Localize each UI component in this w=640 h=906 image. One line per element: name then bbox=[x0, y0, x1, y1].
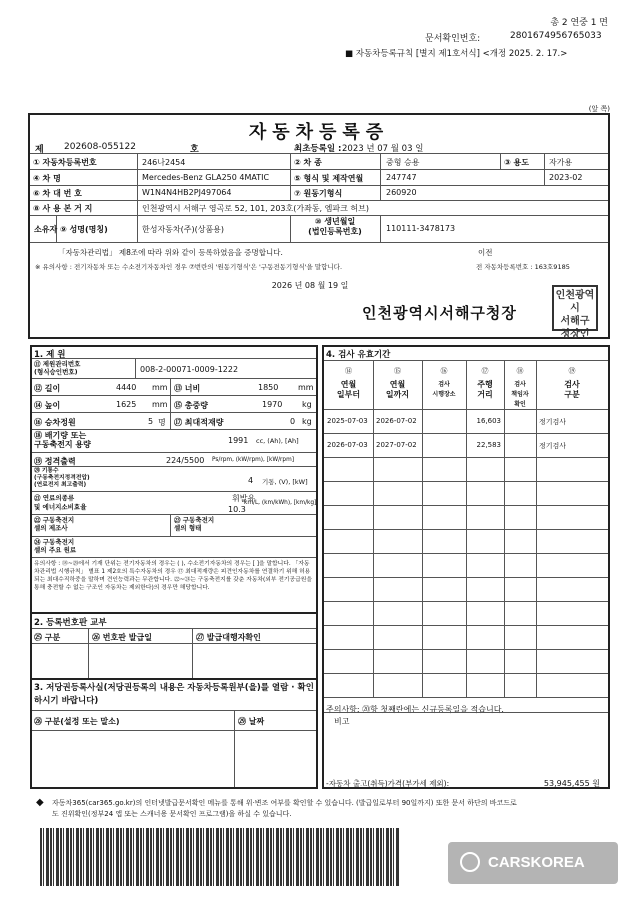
model-label: ⑤ 형식 및 제작연월 bbox=[294, 174, 364, 183]
inspection-cell-from: 2026-07-03 bbox=[327, 441, 368, 449]
vin-label: ⑥ 차 대 번 호 bbox=[33, 189, 82, 198]
certificate-title: 자동차등록증 bbox=[248, 122, 390, 143]
footer-line-2: 도 진위확인(정부24 앱 또는 스캐너용 문서확인 프로그램)을 하실 수 있습니다. bbox=[52, 810, 292, 818]
height-label: ⑭ 높이 bbox=[34, 401, 61, 410]
document-barcode bbox=[40, 828, 400, 886]
fuel-efficiency: 10.3 bbox=[228, 505, 246, 514]
height-value: 1625 bbox=[116, 400, 137, 409]
base-label: ⑧ 사 용 본 거 지 bbox=[33, 204, 93, 213]
statement-text: 「자동차관리법」 제8조에 따라 위와 같이 등록하였음을 증명합니다. bbox=[58, 248, 283, 257]
use-value: 자가용 bbox=[549, 158, 573, 167]
price-label: -자동차 출고(취득)가격(부가세 제외): bbox=[326, 779, 450, 788]
cylinders-label: ⑳ 기통수 (구동축전지정격전압) (연료전지 최고출력) bbox=[34, 468, 90, 488]
plate-col-issue-date: ㉖ 번호판 발급일 bbox=[92, 633, 152, 642]
car-type-label: ② 차 종 bbox=[294, 158, 322, 167]
seats-unit: 명 bbox=[158, 418, 166, 427]
inspection-cell-km: 22,583 bbox=[476, 441, 501, 449]
weight-unit: kg bbox=[302, 400, 312, 409]
plate-col-agent: ㉗ 발급대행자확인 bbox=[196, 633, 261, 642]
logo-text: CARSKOREA bbox=[488, 854, 585, 871]
length-value: 4440 bbox=[116, 383, 137, 392]
engine-value: 260920 bbox=[386, 188, 417, 197]
inspection-cell-from: 2025-07-03 bbox=[327, 417, 368, 425]
cert-number: 202608-055122 bbox=[64, 142, 136, 152]
max-load-value: 0 bbox=[290, 417, 296, 426]
transfer-label: 이전 bbox=[478, 248, 493, 257]
displacement-value: 1991 bbox=[228, 436, 249, 445]
cert-number-suffix: 호 bbox=[190, 145, 199, 155]
inspection-col-label: 검사 구분 bbox=[564, 380, 580, 399]
mgmt-value: 008-2-00071-0009-1222 bbox=[140, 365, 239, 374]
fuel-unit: km/L, (km/kWh), [km/kg] bbox=[244, 500, 317, 506]
regulation-text: ■ 자동차등록규칙 [별지 제1호서식] <개정 2025. 2. 17.> bbox=[345, 49, 568, 59]
displacement-unit: cc, (Ah), [Ah] bbox=[256, 437, 299, 445]
birth-value: 110111-3478173 bbox=[386, 224, 456, 233]
width-label: ⑬ 너비 bbox=[174, 384, 201, 393]
owner-name-label: ⑨ 성명(명칭) bbox=[60, 225, 108, 234]
engine-label: ⑦ 원동기형식 bbox=[294, 189, 343, 198]
battery-material-label: ㉔ 구동축전지 셀의 주요 원료 bbox=[34, 538, 77, 554]
issuer-name: 인천광역시서해구청장 bbox=[362, 304, 517, 322]
seats-label: ⑯ 승차정원 bbox=[34, 418, 76, 427]
car-type-value: 중형 승용 bbox=[386, 158, 420, 167]
length-label: ⑫ 길이 bbox=[34, 384, 61, 393]
car-name-label: ④ 차 명 bbox=[33, 174, 61, 183]
diamond-icon: ◆ bbox=[36, 797, 44, 808]
max-load-unit: kg bbox=[302, 417, 312, 426]
inspection-note: 주의사항: ⑳항 첫째란에는 신규등록일을 적습니다. bbox=[326, 705, 504, 714]
doc-confirm-label: 문서확인번호: bbox=[425, 34, 481, 44]
power-label: ⑲ 정격출력 bbox=[34, 457, 76, 466]
birth-label: ⑩ 생년월일 (법인등록번호) bbox=[308, 217, 362, 236]
model-date-value: 2023-02 bbox=[549, 173, 583, 182]
width-value: 1850 bbox=[258, 383, 279, 392]
mortgage-col-type: ㉘ 구분(설정 또는 말소) bbox=[34, 717, 120, 726]
issue-date: 2026 년 08 월 19 일 bbox=[271, 281, 349, 290]
model-value: 247747 bbox=[386, 173, 417, 182]
reg-no-label: ① 자동차등록번호 bbox=[33, 158, 97, 167]
logo-icon bbox=[460, 852, 480, 872]
vin-value: W1N4N4HB2PJ497064 bbox=[142, 188, 232, 197]
inspection-col-label: 연월 일까지 bbox=[385, 380, 410, 399]
reg-no-value: 246나2454 bbox=[142, 158, 186, 167]
cert-number-prefix: 제 bbox=[35, 145, 44, 155]
height-unit: mm bbox=[152, 400, 168, 409]
inspection-col-number: ⑰ bbox=[481, 367, 489, 375]
inspection-col-label: 연월 일부터 bbox=[336, 380, 361, 399]
cert-note: ※ 유의사항 : 전기자동차 또는 수소전기자동차인 경우 ⑦번란의 '원동기형식'은 '구동전동기형식'을 말합니다. bbox=[35, 263, 343, 271]
inspection-col-number: ⑯ bbox=[440, 367, 448, 375]
car-name-value: Mercedes-Benz GLA250 4MATIC bbox=[142, 173, 270, 182]
length-unit: mm bbox=[152, 383, 168, 392]
plate-header: 2. 등록번호판 교부 bbox=[34, 618, 107, 628]
max-load-label: ⑰ 최대적재량 bbox=[174, 418, 224, 427]
inspection-cell-kind: 정기검사 bbox=[539, 442, 567, 450]
inspection-col-label: 검사 시행장소 bbox=[432, 381, 456, 398]
first-reg-date: 2023 년 07 월 03 일 bbox=[342, 144, 424, 154]
power-value: 224/5500 bbox=[166, 456, 205, 465]
remarks-label: 비고 bbox=[334, 717, 350, 726]
price-value: 53,945,455 원 bbox=[543, 779, 600, 788]
use-label: ③ 용도 bbox=[504, 158, 530, 167]
inspection-cell-kind: 정기검사 bbox=[539, 418, 567, 426]
first-reg-label: 최초등록일 : bbox=[294, 144, 342, 154]
inspection-cell-km: 16,603 bbox=[476, 417, 501, 425]
battery-mfr-label: ㉒ 구동축전지 셀의 제조사 bbox=[34, 516, 75, 532]
base-value: 인천광역시 서해구 영곡로 52, 101, 203호(가좌동, 엠파크 허브) bbox=[142, 204, 369, 213]
weight-value: 1970 bbox=[262, 400, 283, 409]
mortgage-col-date: ㉙ 날짜 bbox=[238, 717, 265, 726]
power-unit: Ps/rpm, (kW/rpm), [kW/rpm] bbox=[212, 457, 294, 463]
inspection-cell-to: 2026-07-02 bbox=[376, 417, 417, 425]
fuel-type: 휘발유 bbox=[232, 494, 256, 503]
mgmt-label: ⑪ 제원관리번호 (형식승인번호) bbox=[34, 360, 81, 376]
cylinders-unit: 기통, (V), [kW] bbox=[262, 478, 308, 486]
inspection-col-number: ⑭ bbox=[345, 367, 352, 375]
fuel-label: ㉑ 연료의종류 및 에너지소비효율 bbox=[34, 494, 87, 511]
page-info: 총 2 연중 1 면 bbox=[550, 18, 608, 28]
displacement-label: ⑱ 배기량 또는 구동축전지 용량 bbox=[34, 431, 91, 449]
spec-notice: 유의사항 : ⑱~⑳에서 기재 단위는 전기자동차의 경우는 ( ), 수소전기자동차의 경우는 [ ]을 말합니다. 「자동차관리법 시행규칙」 별표 1 제2호의 특수자동차의 경우 ⑰ 최대적재량은 피견인자동차를 연결하기 위해 허용되는 최대수직하중을 말하며 견인능력과는 무관합니다. ㉒~㉔는 구동축전지를 갖춘 자동차(외부 전기공급원을 통해 충전할 수 없는 구조인 자동차는 제외한다)의 경우만 해당합니다. bbox=[34, 561, 312, 591]
page-side-label: (앞 쪽) bbox=[588, 105, 610, 113]
inspection-col-label: 검사 책임자 확인 bbox=[511, 381, 529, 408]
cylinders-value: 4 bbox=[248, 476, 254, 485]
doc-confirm-number: 2801674956765033 bbox=[510, 31, 602, 41]
inspection-col-number: ⑲ bbox=[568, 367, 576, 375]
prev-reg-no: 전 자동차등록번호 : 163호9185 bbox=[476, 263, 570, 271]
inspection-header: 4. 검사 유효기간 bbox=[326, 350, 391, 360]
inspection-cell-to: 2027-07-02 bbox=[376, 441, 417, 449]
logo-watermark bbox=[448, 842, 618, 884]
width-unit: mm bbox=[298, 383, 314, 392]
spec-header: 1. 제 원 bbox=[34, 350, 66, 360]
inspection-col-number: ⑮ bbox=[394, 367, 401, 375]
mortgage-header: 3. 저당권등록사실(저당권등록의 내용은 자동차등록원부(을)를 열람 · 확인하시기 바랍니다) bbox=[34, 683, 314, 706]
inspection-col-number: ⑱ bbox=[516, 367, 524, 375]
weight-label: ⑮ 총중량 bbox=[174, 401, 208, 410]
battery-shape-label: ㉓ 구동축전지 셀의 형태 bbox=[174, 516, 215, 532]
owner-label: 소유자 bbox=[34, 225, 58, 234]
plate-col-type: ㉕ 구분 bbox=[34, 633, 61, 642]
seats-value: 5 bbox=[148, 417, 154, 426]
owner-name-value: 한성자동차(주)(상품용) bbox=[142, 225, 225, 234]
footer-line-1: 자동차365(car365.go.kr)의 인터넷발급문서확인 메뉴를 통해 위·변조 여부를 확인할 수 있습니다. (발급일로부터 90일까지) 또한 문서 하단의 바코드로 bbox=[52, 799, 517, 807]
official-seal: 인천광역시 서해구 청장인 bbox=[552, 285, 598, 331]
inspection-col-label: 주행 거리 bbox=[477, 380, 493, 399]
